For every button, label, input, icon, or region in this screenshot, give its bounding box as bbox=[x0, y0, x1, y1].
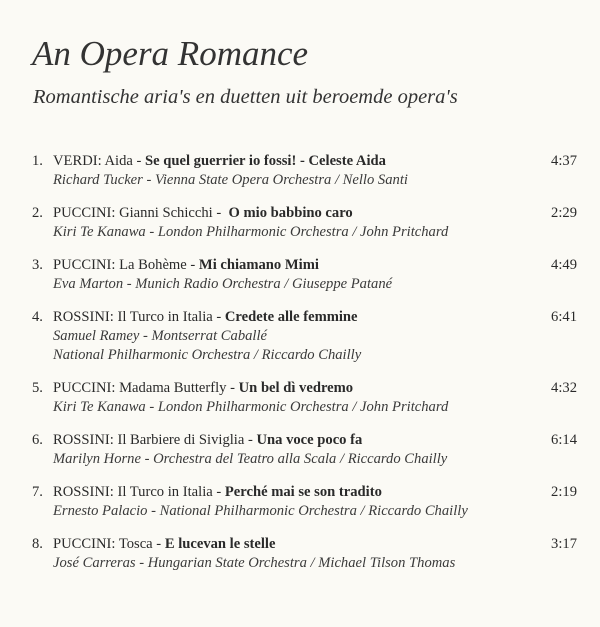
track-item bbox=[32, 535, 577, 573]
track-item bbox=[32, 152, 577, 190]
track-duration: 4:37 bbox=[551, 153, 577, 169]
track-list bbox=[32, 152, 577, 587]
track-heading bbox=[32, 256, 577, 275]
track-number: 2. bbox=[32, 205, 43, 221]
track-work: PUCCINI: Madama Butterfly - bbox=[53, 380, 239, 396]
track-duration: 4:49 bbox=[551, 257, 577, 273]
track-song-title: Perché mai se son tradito bbox=[224, 484, 382, 500]
track-performers: National Philharmonic Orchestra / Riccardo Chailly bbox=[53, 347, 362, 363]
track-performers: Marilyn Horne - Orchestra del Teatro alla Scala / Riccardo Chailly bbox=[53, 451, 448, 467]
track-performers: Eva Marton - Munich Radio Orchestra / Giuseppe Patané bbox=[53, 276, 393, 292]
track-heading bbox=[32, 535, 577, 554]
track-duration: 2:19 bbox=[551, 484, 577, 500]
track-number: 3. bbox=[32, 257, 43, 273]
track-item bbox=[32, 204, 577, 242]
track-duration: 6:41 bbox=[551, 309, 577, 325]
track-work: PUCCINI: Tosca - bbox=[53, 536, 165, 552]
track-number: 5. bbox=[32, 380, 43, 396]
track-heading bbox=[32, 483, 577, 502]
track-number: 4. bbox=[32, 309, 43, 325]
track-heading bbox=[32, 379, 577, 398]
track-heading bbox=[32, 308, 577, 327]
track-performers: Kiri Te Kanawa - London Philharmonic Orchestra / John Pritchard bbox=[53, 399, 449, 415]
track-work: ROSSINI: Il Barbiere di Siviglia - bbox=[53, 432, 257, 448]
album-title: An Opera Romance bbox=[32, 34, 309, 73]
track-work: ROSSINI: Il Turco in Italia - bbox=[53, 484, 225, 500]
track-number: 1. bbox=[32, 153, 43, 169]
track-performers: Richard Tucker - Vienna State Opera Orchestra / Nello Santi bbox=[53, 172, 408, 188]
track-work: ROSSINI: Il Turco in Italia - bbox=[53, 309, 225, 325]
track-number: 7. bbox=[32, 484, 43, 500]
track-song-title: Se quel guerrier io fossi! - Celeste Aida bbox=[145, 153, 386, 169]
track-work: PUCCINI: Gianni Schicchi - bbox=[53, 205, 229, 221]
track-song-title: Credete alle femmine bbox=[224, 309, 358, 325]
track-song-title: Una voce poco fa bbox=[256, 432, 363, 448]
track-performers: Samuel Ramey - Montserrat Caballé bbox=[53, 328, 268, 344]
track-performers: Ernesto Palacio - National Philharmonic Orchestra / Riccardo Chailly bbox=[53, 503, 468, 519]
track-duration: 2:29 bbox=[551, 205, 577, 221]
track-duration: 6:14 bbox=[551, 432, 577, 448]
track-performers: Kiri Te Kanawa - London Philharmonic Orchestra / John Pritchard bbox=[53, 224, 449, 240]
track-performers: José Carreras - Hungarian State Orchestra / Michael Tilson Thomas bbox=[53, 555, 456, 571]
track-heading bbox=[32, 204, 577, 223]
track-item bbox=[32, 483, 577, 521]
track-work: PUCCINI: La Bohème - bbox=[53, 257, 199, 273]
track-song-title: O mio babbino caro bbox=[228, 205, 353, 221]
track-work: VERDI: Aida - bbox=[53, 153, 146, 169]
track-item bbox=[32, 256, 577, 294]
track-duration: 4:32 bbox=[551, 380, 577, 396]
track-number: 6. bbox=[32, 432, 43, 448]
track-item bbox=[32, 379, 577, 417]
track-duration: 3:17 bbox=[551, 536, 577, 552]
track-song-title: Un bel dì vedremo bbox=[238, 380, 354, 396]
track-heading bbox=[32, 431, 577, 450]
track-song-title: Mi chiamano Mimi bbox=[198, 257, 319, 273]
track-number: 8. bbox=[32, 536, 43, 552]
track-item bbox=[32, 308, 577, 365]
track-item bbox=[32, 431, 577, 469]
track-song-title: E lucevan le stelle bbox=[164, 536, 276, 552]
track-heading bbox=[32, 152, 577, 171]
album-subtitle: Romantische aria's en duetten uit beroemde opera's bbox=[33, 86, 458, 108]
